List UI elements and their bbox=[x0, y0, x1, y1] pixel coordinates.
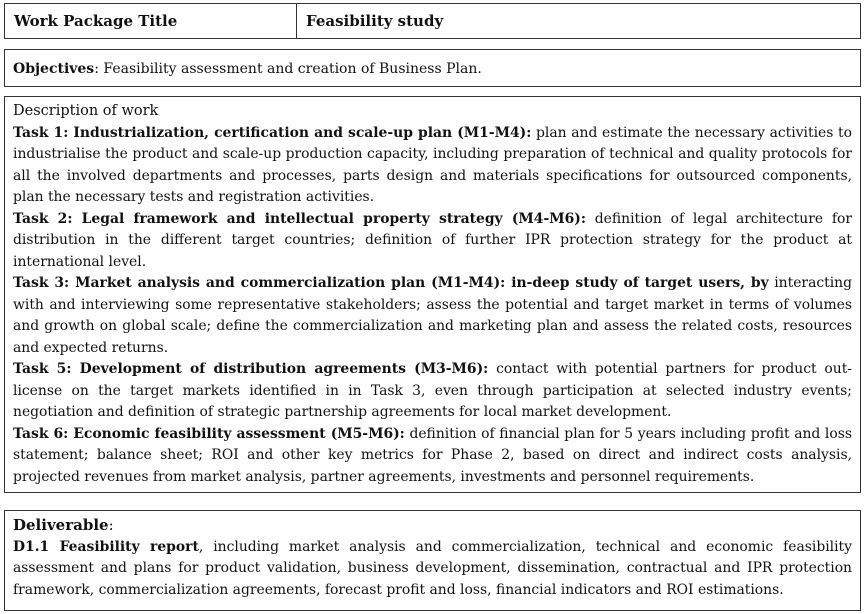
task-item bbox=[13, 273, 852, 359]
task-title: Task 2: Legal framework and intellectual property strategy (M4-M6): bbox=[13, 210, 586, 227]
work-package-document bbox=[4, 3, 861, 611]
task-text: definition of financial plan for 5 years including profit and loss statement; balance sheet; ROI and other key metrics for Phase 2, based on direct and indirect costs analysis, projected revenues from market analysis, partner agreements, investments and personnel requirements. bbox=[13, 425, 852, 485]
task-text: plan and estimate the necessary activities to industrialise the product and scale-up production capacity, including preparation of technical and quality protocols for all the involved departments and processes, parts design and materials specifications for outsourced components, plan the necessary tests and registration activities. bbox=[13, 124, 852, 205]
header-row bbox=[4, 3, 861, 39]
task-item bbox=[13, 123, 852, 209]
deliverable-section bbox=[4, 510, 861, 611]
deliverable-item bbox=[13, 537, 852, 602]
deliverable-heading-suffix: : bbox=[108, 516, 114, 534]
task-item bbox=[13, 424, 852, 489]
work-package-title-label: Work Package Title bbox=[5, 4, 297, 38]
objectives-label: Objectives bbox=[13, 61, 95, 77]
task-item bbox=[13, 209, 852, 274]
deliverable-heading: Deliverable bbox=[13, 516, 109, 534]
task-text: contact with potential partners for product out-license on the target markets identified in in Task 3, even through participation at selected industry events; negotiation and definition of strategic partnership agreements for local market development. bbox=[13, 361, 852, 420]
task-title: Task 5: Development of distribution agreements (M3-M6): bbox=[13, 361, 489, 377]
work-package-title-value: Feasibility study bbox=[306, 12, 444, 30]
task-title: Task 3: Market analysis and commercialization plan (M1-M4): in-deep study of target users, by bbox=[13, 275, 769, 291]
deliverable-heading-line bbox=[13, 515, 852, 537]
description-section bbox=[4, 96, 861, 493]
task-title: Task 1: Industrialization, certification and scale-up plan (M1-M4): bbox=[13, 124, 532, 141]
deliverable-item-title: D1.1 Feasibility report bbox=[13, 538, 199, 555]
task-text: definition of legal architecture for distribution in the different target countries; definition of further IPR protection strategy for the product at international level. bbox=[13, 210, 852, 270]
deliverable-item-text: , including market analysis and commercialization, technical and economic feasibility assessment and plans for product validation, business development, dissemination, contractual and IPR protection framework, commercialization agreements, forecast profit and loss, financial indicators and ROI estimations. bbox=[13, 538, 852, 598]
objectives-section bbox=[4, 49, 861, 87]
task-title: Task 6: Economic feasibility assessment (M5-M6): bbox=[13, 425, 405, 442]
description-heading: Description of work bbox=[13, 103, 159, 119]
objectives-text: : Feasibility assessment and creation of Business Plan. bbox=[94, 61, 482, 77]
task-item bbox=[13, 359, 852, 424]
task-text: interacting with and interviewing some representative stakeholders; assess the potential and target market in terms of volumes and growth on global scale; define the commercialization and marketing plan and assess the related costs, resources and expected returns. bbox=[13, 275, 852, 356]
